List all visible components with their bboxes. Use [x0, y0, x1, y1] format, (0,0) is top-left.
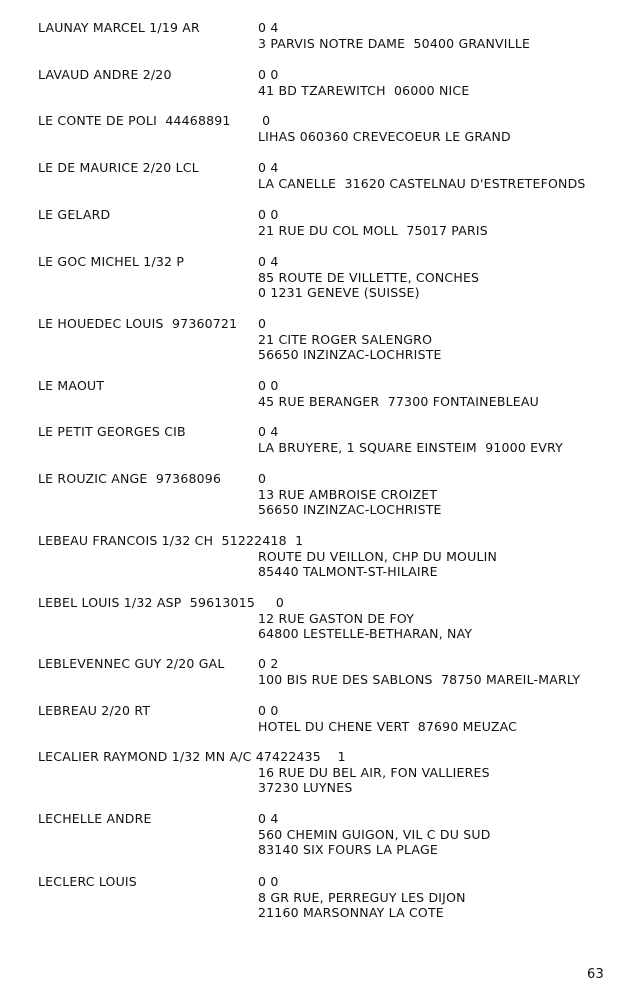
entry-code: 0 — [258, 471, 267, 486]
entry-code: 0 4 — [258, 254, 279, 269]
entry-name: LAUNAY MARCEL 1/19 AR — [38, 20, 200, 35]
directory-entry — [38, 874, 628, 952]
entry-name: LECHELLE ANDRE — [38, 811, 152, 826]
entry-address: LA BRUYERE, 1 SQUARE EINSTEIM 91000 EVRY — [258, 439, 563, 455]
entry-code: 0 — [258, 113, 271, 128]
entry-address: 3 PARVIS NOTRE DAME 50400 GRANVILLE — [258, 35, 531, 51]
entry-address: 8 GR RUE, PERREGUY LES DIJON 21160 MARSONNAY LA COTE — [258, 889, 466, 920]
entry-address: 21 RUE DU COL MOLL 75017 PARIS — [258, 222, 488, 238]
entry-name: LE ROUZIC ANGE 97368096 — [38, 471, 222, 486]
entry-name: LE CONTE DE POLI 44468891 — [38, 113, 231, 128]
entry-code: 0 0 — [258, 207, 279, 222]
entry-address: 45 RUE BERANGER 77300 FONTAINEBLEAU — [258, 393, 539, 409]
entry-code: 0 0 — [258, 378, 279, 393]
entry-name: LE GELARD — [38, 207, 111, 222]
entry-code: 0 0 — [258, 67, 279, 82]
entry-name: LE DE MAURICE 2/20 LCL — [38, 160, 199, 175]
entry-code: 0 4 — [258, 811, 279, 826]
entry-code: 0 2 — [258, 656, 279, 671]
entry-address: 21 CITE ROGER SALENGRO 56650 INZINZAC-LOCHRISTE — [258, 331, 442, 362]
entry-address: LA CANELLE 31620 CASTELNAU D'ESTRETEFONDS — [258, 175, 586, 191]
page-number: 63 — [587, 967, 604, 982]
entry-address: 41 BD TZAREWITCH 06000 NICE — [258, 82, 470, 98]
entry-name: LE PETIT GEORGES CIB — [38, 424, 186, 439]
entry-code: 0 4 — [258, 160, 279, 175]
entry-name: LEBEL LOUIS 1/32 ASP 59613015 0 — [38, 595, 285, 610]
entry-code: 0 4 — [258, 20, 279, 35]
entry-address: 13 RUE AMBROISE CROIZET 56650 INZINZAC-LOCHRISTE — [258, 486, 442, 517]
entry-name: LECLERC LOUIS — [38, 874, 137, 889]
entry-code: 0 — [258, 316, 267, 331]
entry-name: LE GOC MICHEL 1/32 P — [38, 254, 185, 269]
entry-name: LEBLEVENNEC GUY 2/20 GAL — [38, 656, 225, 671]
entry-code: 0 0 — [258, 874, 279, 889]
entry-code: 0 0 — [258, 703, 279, 718]
entry-name: LE HOUEDEC LOUIS 97360721 — [38, 316, 238, 331]
entry-address: 85 ROUTE DE VILLETTE, CONCHES 0 1231 GENEVE (SUISSE) — [258, 269, 480, 300]
entry-name: LAVAUD ANDRE 2/20 — [38, 67, 172, 82]
entry-code: 0 4 — [258, 424, 279, 439]
entry-address: 560 CHEMIN GUIGON, VIL C DU SUD 83140 SIX FOURS LA PLAGE — [258, 826, 491, 857]
entry-name: LECALIER RAYMOND 1/32 MN A/C 47422435 1 — [38, 749, 346, 764]
entry-name: LE MAOUT — [38, 378, 105, 393]
entry-name: LEBEAU FRANCOIS 1/32 CH 51222418 1 — [38, 533, 304, 548]
entry-address: 12 RUE GASTON DE FOY 64800 LESTELLE-BETHARAN, NAY — [258, 610, 473, 641]
entry-address: LIHAS 060360 CREVECOEUR LE GRAND — [258, 128, 511, 144]
entry-address: 16 RUE DU BEL AIR, FON VALLIERES 37230 LUYNES — [258, 764, 490, 795]
entry-address: 100 BIS RUE DES SABLONS 78750 MAREIL-MARLY — [258, 671, 581, 687]
entry-address: ROUTE DU VEILLON, CHP DU MOULIN 85440 TALMONT-ST-HILAIRE — [258, 548, 498, 579]
entry-name: LEBREAU 2/20 RT — [38, 703, 151, 718]
entry-address: HOTEL DU CHENE VERT 87690 MEUZAC — [258, 718, 518, 734]
